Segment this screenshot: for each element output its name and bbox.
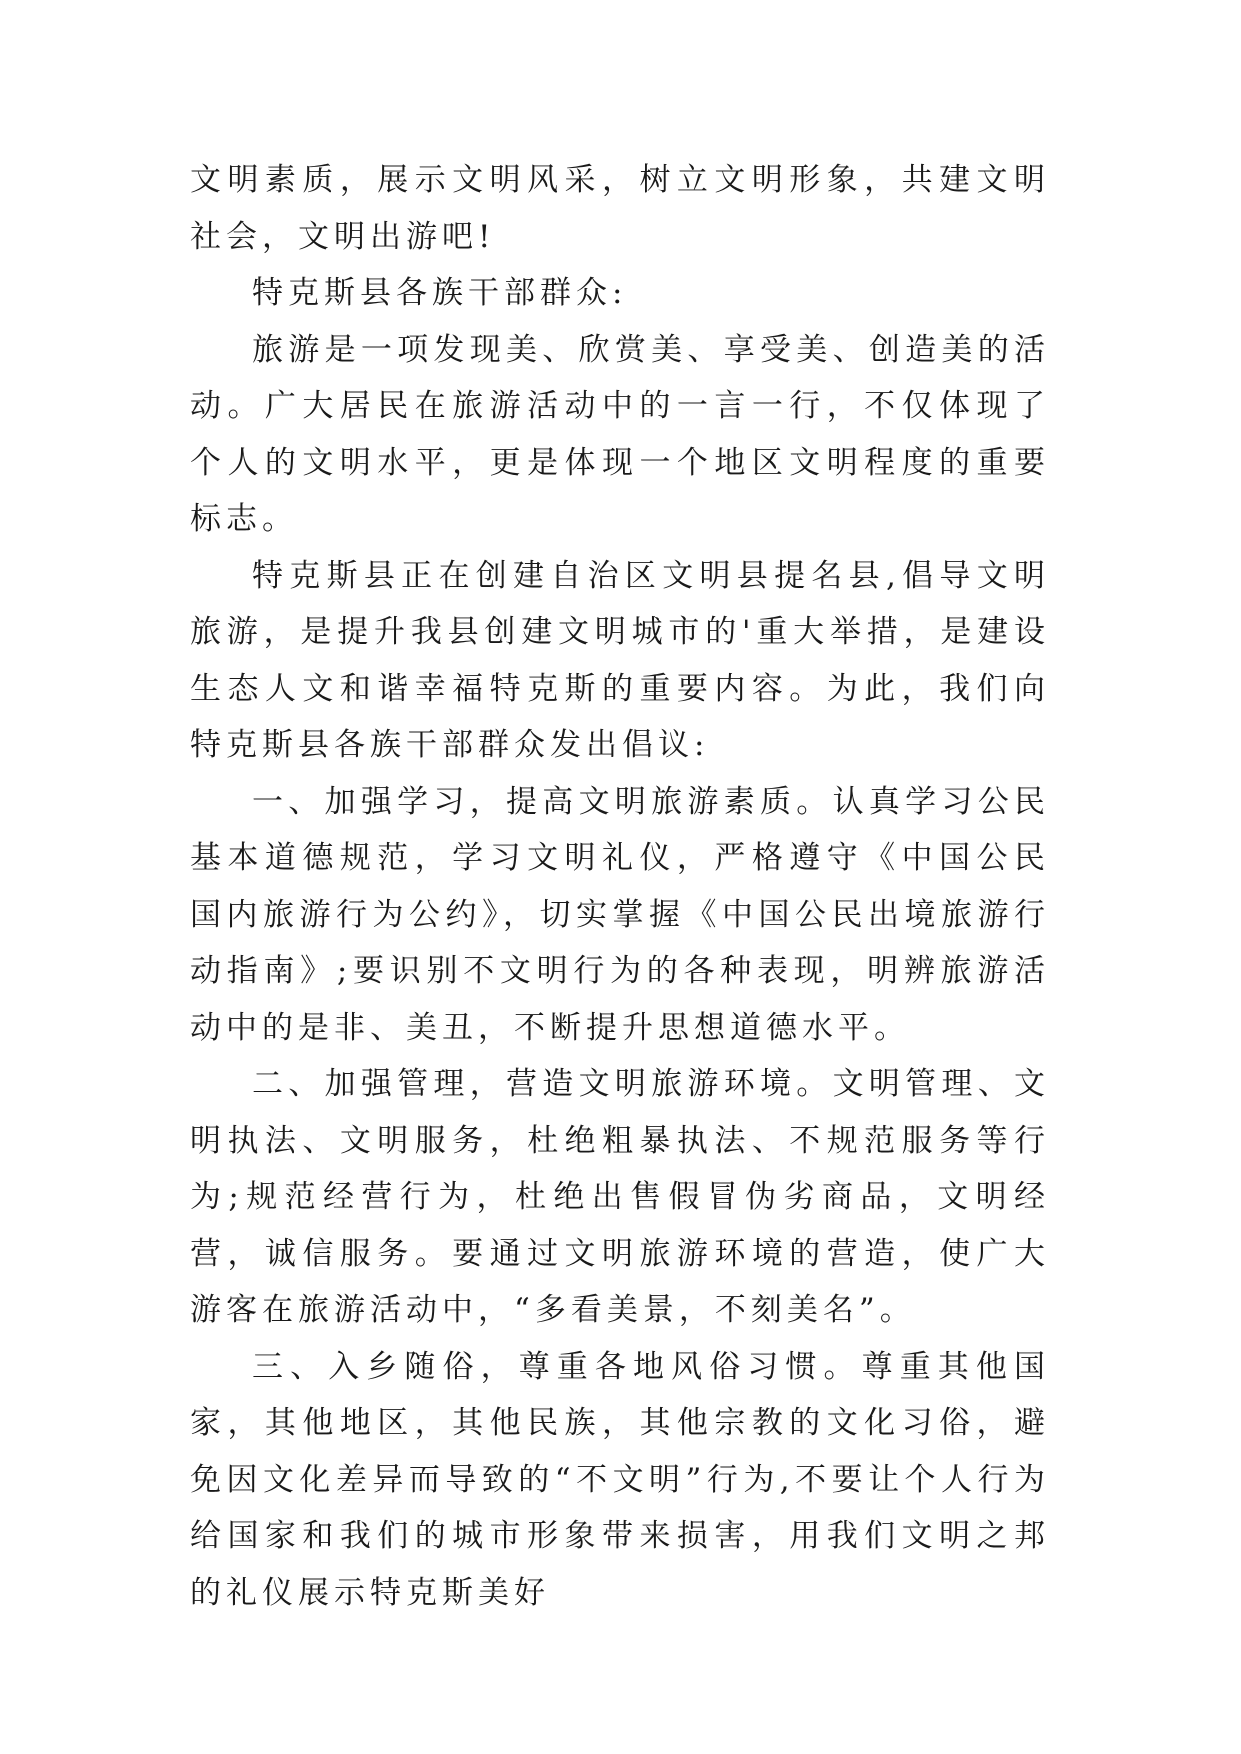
document-body — [190, 152, 1050, 1621]
paragraph-salutation: 特克斯县各族干部群众: — [252, 275, 628, 311]
paragraph-point-three: 三、入乡随俗，尊重各地风俗习惯。尊重其他国家，其他地区，其他民族，其他宗教的文化习俗，避免因文化差异而导致的“不文明”行为,不要让个人行为给国家和我们的城市形象带来损害，用我们文明之邦的礼仪展示特克斯美好 — [190, 1348, 1050, 1611]
paragraph-initiative: 特克斯县正在创建自治区文明县提名县,倡导文明旅游，是提升我县创建文明城市的'重大举措，是建设生态人文和谐幸福特克斯的重要内容。为此，我们向特克斯县各族干部群众发出倡议: — [190, 557, 1050, 763]
paragraph-point-one: 一、加强学习，提高文明旅游素质。认真学习公民基本道德规范，学习文明礼仪，严格遵守《中国公民国内旅游行为公约》，切实掌握《中国公民出境旅游行动指南》;要识别不文明行为的各种表现，明辨旅游活动中的是非、美丑，不断提升思想道德水平。 — [190, 783, 1050, 1046]
paragraph-point-two: 二、加强管理，营造文明旅游环境。文明管理、文明执法、文明服务，杜绝粗暴执法、不规范服务等行为;规范经营行为，杜绝出售假冒伪劣商品，文明经营，诚信服务。要通过文明旅游环境的营造，使广大游客在旅游活动中，“多看美景，不刻美名”。 — [190, 1066, 1050, 1328]
paragraph-continuation: 文明素质，展示文明风采，树立文明形象，共建文明社会，文明出游吧! — [190, 162, 1050, 255]
paragraph-intro: 旅游是一项发现美、欣赏美、享受美、创造美的活动。广大居民在旅游活动中的一言一行，不仅体现了个人的文明水平，更是体现一个地区文明程度的重要标志。 — [190, 331, 1050, 537]
